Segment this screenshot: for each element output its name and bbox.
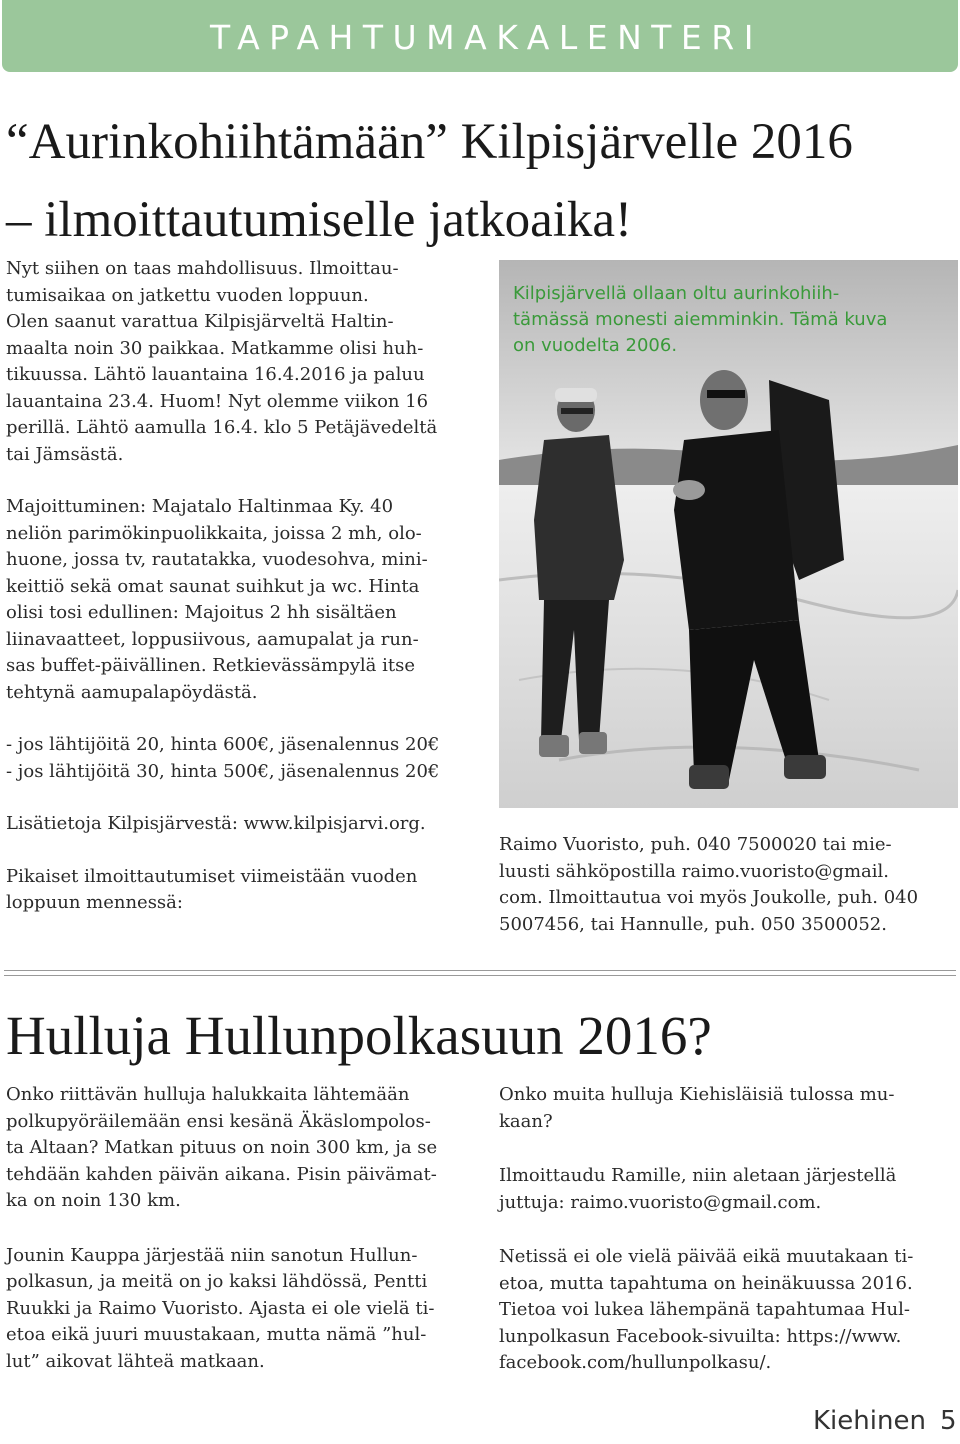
text-line: sas buffet-päivällinen. Retkievässämpylä itse <box>6 655 415 676</box>
paragraph <box>499 1163 955 1216</box>
text-line: tai Jämsästä. <box>6 443 124 465</box>
text-line: Tietoa voi lukea lähempänä tapahtumaa Hul- <box>499 1299 910 1320</box>
publication-name: Kiehinen <box>813 1406 926 1436</box>
text-line: facebook.com/hullunpolkasu/. <box>499 1352 772 1373</box>
article2-left-column <box>6 1082 494 1375</box>
text-line: polkasun, ja meitä on jo kaksi lähdössä, Pentti <box>6 1271 428 1292</box>
divider <box>4 975 956 976</box>
text-line: Raimo Vuoristo, puh. 040 7500020 tai mie- <box>499 834 892 855</box>
text-line: 5007456, tai Hannulle, puh. 050 3500052. <box>499 913 887 935</box>
section-banner <box>2 0 958 72</box>
text-line: tehtynä aamupalapöydästä. <box>6 681 258 703</box>
text-line: juttuja: raimo.vuoristo@gmail.com. <box>499 1191 822 1213</box>
text-line: Netissä ei ole vielä päivää eikä muutakaan ti- <box>499 1246 914 1267</box>
text-line: lunpolkasun Facebook-sivuilta: https://www. <box>499 1325 902 1347</box>
paragraph <box>6 494 494 706</box>
paragraph <box>6 1243 494 1376</box>
caption-line: tämässä monesti aiemminkin. Tämä kuva <box>513 309 888 330</box>
text-line: Ilmoittaudu Ramille, niin aletaan järjestellä <box>499 1165 897 1186</box>
price-list <box>6 732 494 785</box>
text-line: Lisätietoja Kilpisjärvestä: www.kilpisjarvi.org. <box>6 813 426 834</box>
text-line: maalta noin 30 paikkaa. Matkamme olisi huh- <box>6 337 424 359</box>
text-line: etoa, mutta tapahtuma on heinäkuussa 2016. <box>499 1272 913 1294</box>
text-line: tumisaikaa on jatkettu vuoden loppuun. <box>6 284 369 306</box>
text-line: tehdään kahden päivän aikana. Pisin päivämat- <box>6 1163 437 1185</box>
headline-line: – ilmoittautumiselle jatkoaika! <box>6 192 633 248</box>
text-line: etoa eikä juuri muustakaan, mutta nämä ”hul- <box>6 1324 427 1345</box>
text-line: keittiö sekä omat saunat suihkut ja wc. Hinta <box>6 575 420 597</box>
text-line: kaan? <box>499 1110 553 1132</box>
text-line: loppuun mennessä: <box>6 892 183 913</box>
text-line: lauantaina 23.4. Huom! Nyt olemme viikon 16 <box>6 390 429 412</box>
paragraph <box>6 811 494 838</box>
text-line: ka on noin 130 km. <box>6 1190 181 1211</box>
text-line: Ruukki ja Raimo Vuoristo. Ajasta ei ole vielä ti- <box>6 1297 435 1319</box>
contact-paragraph <box>499 832 955 938</box>
text-line: neliön parimökinpuolikkaita, joissa 2 mh, olo- <box>6 522 422 544</box>
article1-headline <box>6 103 956 259</box>
text-line: tikuussa. Lähtö lauantaina 16.4.2016 ja paluu <box>6 364 425 385</box>
text-line: liinavaatteet, loppusiivous, aamupalat ja run- <box>6 628 419 650</box>
article1-right-column <box>499 832 955 938</box>
caption-line: on vuodelta 2006. <box>513 335 678 356</box>
section-title: TAPAHTUMAKALENTERI <box>210 18 763 57</box>
article1-left-column <box>6 256 494 917</box>
article2-headline: Hulluja Hullunpolkasuun 2016? <box>6 1005 712 1066</box>
text-line: luusti sähköpostilla raimo.vuoristo@gmail. <box>499 860 889 882</box>
text-line: com. Ilmoittautua voi myös Joukolle, puh. 040 <box>499 887 919 908</box>
text-line: Majoittuminen: Majatalo Haltinmaa Ky. 40 <box>6 496 394 517</box>
text-line: Onko riittävän hulluja halukkaita lähtemään <box>6 1084 410 1105</box>
text-line: Jounin Kauppa järjestää niin sanotun Hullun- <box>6 1244 418 1266</box>
price-line: - jos lähtijöitä 20, hinta 600€, jäsenalennus 20€ <box>6 734 440 755</box>
text-line: ta Altaan? Matkan pituus on noin 300 km, ja se <box>6 1137 438 1158</box>
page-number: 5 <box>939 1406 957 1436</box>
text-line: Olen saanut varattua Kilpisjärveltä Haltin- <box>6 311 394 332</box>
text-line: Nyt siihen on taas mahdollisuus. Ilmoittau- <box>6 258 399 279</box>
text-line: Onko muita hulluja Kiehisläisiä tulossa mu- <box>499 1084 895 1105</box>
divider <box>4 970 956 971</box>
page-footer <box>813 1406 956 1436</box>
text-line: olisi tosi edullinen: Majoitus 2 hh sisältäen <box>6 602 397 623</box>
text-line: lut” aikovat lähteä matkaan. <box>6 1350 265 1372</box>
photo-caption <box>513 281 953 359</box>
text-line: polkupyöräilemään ensi kesänä Äkäslompolos- <box>6 1110 431 1132</box>
caption-line: Kilpisjärvellä ollaan oltu aurinkohiih- <box>513 283 840 304</box>
paragraph <box>6 864 494 917</box>
article2-right-column <box>499 1082 955 1377</box>
headline-line: “Aurinkohiihtämään” Kilpisjärvelle 2016 <box>6 114 853 170</box>
paragraph <box>499 1082 955 1135</box>
price-line: - jos lähtijöitä 30, hinta 500€, jäsenalennus 20€ <box>6 760 440 782</box>
text-line: Pikaiset ilmoittautumiset viimeistään vuoden <box>6 865 418 887</box>
paragraph <box>6 1082 494 1215</box>
paragraph <box>6 256 494 468</box>
paragraph <box>499 1244 955 1377</box>
text-line: perillä. Lähtö aamulla 16.4. klo 5 Petäjävedeltä <box>6 417 438 438</box>
text-line: huone, jossa tv, rautatakka, vuodesohva, mini- <box>6 549 428 570</box>
